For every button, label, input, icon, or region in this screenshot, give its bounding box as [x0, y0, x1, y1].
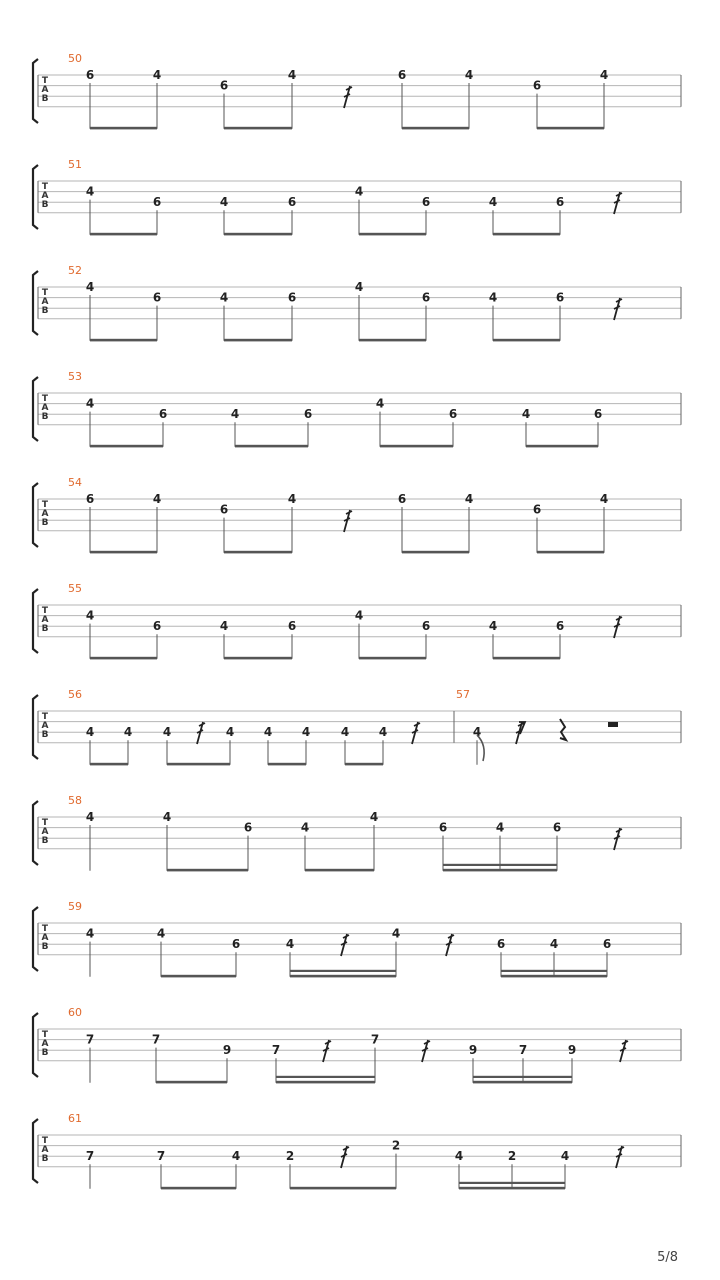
fret-number: 6 — [152, 195, 162, 210]
quarter-rest — [560, 719, 566, 740]
fret-number: 6 — [555, 619, 565, 634]
beam — [290, 975, 396, 978]
sixteenth-rest — [446, 934, 454, 956]
tab-clef-letter: T — [41, 76, 49, 86]
fret-number: 6 — [397, 492, 407, 506]
fret-number: 4 — [230, 407, 240, 422]
fret-number: 6 — [421, 290, 431, 305]
beam-secondary — [501, 970, 607, 972]
tab-clef-letter: B — [41, 624, 49, 634]
fret-number: 6 — [602, 937, 612, 952]
measure-number: 61 — [68, 1112, 82, 1125]
fret-number: 4 — [454, 1149, 464, 1164]
sixteenth-rest — [341, 934, 349, 956]
fret-number: 4 — [162, 810, 172, 824]
sixteenth-rest — [323, 1040, 331, 1062]
tab-clef-letter: T — [41, 606, 49, 616]
sixteenth-rest — [614, 616, 622, 638]
sixteenth-rest — [616, 1146, 624, 1168]
fret-number: 4 — [549, 937, 559, 952]
fret-number: 4 — [85, 396, 95, 411]
measure-number: 51 — [68, 158, 82, 171]
tab-clef-letter: B — [41, 94, 49, 104]
sixteenth-rest — [620, 1040, 628, 1062]
fret-number: 4 — [495, 820, 505, 835]
fret-number: 4 — [263, 725, 273, 740]
sixteenth-rest — [197, 722, 205, 744]
fret-number: 4 — [464, 492, 474, 506]
fret-number: 9 — [567, 1043, 577, 1058]
beam — [290, 1187, 396, 1190]
fret-number: 4 — [354, 608, 364, 623]
tab-clef-letter: B — [41, 200, 49, 210]
fret-number: 7 — [85, 1149, 95, 1164]
sixteenth-rest — [614, 298, 622, 320]
fret-number: 6 — [287, 619, 297, 634]
half-rest — [608, 722, 618, 727]
system-bracket — [33, 271, 38, 335]
system-bracket — [33, 1119, 38, 1183]
tab-clef-letter: T — [41, 924, 49, 934]
fret-number: 4 — [285, 937, 295, 952]
fret-number: 6 — [219, 78, 229, 93]
fret-number: 6 — [287, 290, 297, 305]
fret-number: 6 — [231, 937, 241, 952]
beam — [501, 975, 607, 978]
tab-clef-letter: T — [41, 182, 49, 192]
tab-clef-letter: T — [41, 1030, 49, 1040]
beam-secondary — [276, 1076, 375, 1078]
beam — [268, 763, 306, 766]
beam — [345, 763, 383, 766]
tab-clef-letter: A — [41, 615, 49, 625]
beam — [276, 1081, 375, 1084]
fret-number: 4 — [375, 396, 385, 411]
sixteenth-rest — [344, 86, 352, 108]
beam — [167, 869, 248, 872]
fret-number: 6 — [532, 502, 542, 517]
fret-number: 4 — [85, 184, 95, 199]
fret-number: 4 — [599, 68, 609, 82]
fret-number: 4 — [391, 926, 401, 941]
fret-number: 6 — [287, 195, 297, 210]
tab-clef-letter: A — [41, 297, 49, 307]
tab-clef-letter: T — [41, 288, 49, 298]
beam — [493, 233, 560, 236]
fret-number: 7 — [370, 1032, 380, 1047]
fret-number: 4 — [472, 725, 482, 740]
fret-number: 4 — [378, 725, 388, 740]
beam — [235, 445, 308, 448]
fret-number: 4 — [231, 1149, 241, 1164]
fret-number: 4 — [219, 619, 229, 634]
fret-number: 4 — [340, 725, 350, 740]
tab-clef-letter: A — [41, 509, 49, 519]
beam — [224, 657, 292, 660]
beam-secondary — [459, 1182, 565, 1184]
fret-number: 2 — [285, 1149, 295, 1164]
system-bracket — [33, 589, 38, 653]
tab-clef-letter: B — [41, 518, 49, 528]
tab-clef-letter: B — [41, 1154, 49, 1164]
fret-number: 9 — [222, 1043, 232, 1058]
sixteenth-rest — [614, 192, 622, 214]
fret-number: 6 — [421, 195, 431, 210]
beam — [90, 763, 128, 766]
measure-number: 57 — [456, 688, 470, 701]
beam — [537, 551, 604, 554]
fret-number: 4 — [152, 68, 162, 82]
fret-number: 6 — [555, 195, 565, 210]
tab-clef-letter: B — [41, 412, 49, 422]
fret-number: 4 — [488, 195, 498, 210]
beam-secondary — [473, 1076, 572, 1078]
measure-number: 50 — [68, 52, 82, 65]
tab-clef-letter: B — [41, 1048, 49, 1058]
tab-clef-letter: A — [41, 1145, 49, 1155]
fret-number: 4 — [300, 820, 310, 835]
fret-number: 4 — [85, 810, 95, 824]
system-bracket — [33, 801, 38, 865]
fret-number: 6 — [152, 619, 162, 634]
system-bracket — [33, 1013, 38, 1077]
measure-number: 58 — [68, 794, 82, 807]
sixteenth-rest — [614, 828, 622, 850]
fret-number: 2 — [507, 1149, 517, 1164]
fret-number: 4 — [521, 407, 531, 422]
fret-number: 4 — [287, 68, 297, 82]
system-bracket — [33, 59, 38, 123]
fret-number: 4 — [287, 492, 297, 506]
tab-clef-letter: B — [41, 836, 49, 846]
fret-number: 7 — [271, 1043, 281, 1058]
fret-number: 6 — [85, 492, 95, 506]
beam — [526, 445, 598, 448]
measure-number: 56 — [68, 688, 82, 701]
beam — [156, 1081, 227, 1084]
fret-number: 6 — [438, 820, 448, 835]
system-bracket — [33, 907, 38, 971]
fret-number: 4 — [85, 280, 95, 294]
beam — [224, 551, 292, 554]
beam — [224, 233, 292, 236]
fret-number: 4 — [156, 926, 166, 941]
fret-number: 6 — [532, 78, 542, 93]
beam — [90, 445, 163, 448]
beam — [90, 233, 157, 236]
fret-number: 4 — [464, 68, 474, 82]
beam — [380, 445, 453, 448]
fret-number: 7 — [151, 1032, 161, 1047]
system-bracket — [33, 165, 38, 229]
system-bracket — [33, 483, 38, 547]
fret-number: 6 — [555, 290, 565, 305]
beam — [90, 657, 157, 660]
fret-number: 6 — [152, 290, 162, 305]
measure-number: 60 — [68, 1006, 82, 1019]
beam — [443, 869, 557, 872]
beam — [402, 551, 469, 554]
tab-clef-letter: T — [41, 818, 49, 828]
measure-number: 53 — [68, 370, 82, 383]
beam — [161, 975, 236, 978]
beam — [493, 657, 560, 660]
fret-number: 6 — [552, 820, 562, 835]
tab-clef-letter: T — [41, 394, 49, 404]
fret-number: 4 — [85, 926, 95, 941]
beam — [359, 339, 426, 342]
fret-number: 9 — [468, 1043, 478, 1058]
fret-number: 7 — [85, 1032, 95, 1047]
fret-number: 6 — [496, 937, 506, 952]
fret-number: 4 — [301, 725, 311, 740]
beam — [224, 339, 292, 342]
beam — [90, 339, 157, 342]
tab-clef-letter: A — [41, 827, 49, 837]
fret-number: 4 — [354, 184, 364, 199]
measure-number: 55 — [68, 582, 82, 595]
beam — [402, 127, 469, 130]
tab-clef-letter: A — [41, 85, 49, 95]
fret-number: 7 — [156, 1149, 166, 1164]
tab-clef-letter: T — [41, 500, 49, 510]
beam-secondary — [290, 970, 396, 972]
fret-number: 4 — [369, 810, 379, 824]
fret-number: 2 — [391, 1138, 401, 1153]
fret-number: 6 — [303, 407, 313, 422]
fret-number: 6 — [158, 407, 168, 422]
fret-number: 4 — [599, 492, 609, 506]
tab-clef-letter: B — [41, 730, 49, 740]
beam — [493, 339, 560, 342]
tab-clef-letter: T — [41, 712, 49, 722]
fret-number: 4 — [152, 492, 162, 506]
fret-number: 4 — [123, 725, 133, 740]
fret-number: 4 — [85, 725, 95, 740]
beam — [359, 657, 426, 660]
measure-number: 59 — [68, 900, 82, 913]
tab-clef-letter: A — [41, 721, 49, 731]
beam — [473, 1081, 572, 1084]
tab-clef-letter: A — [41, 403, 49, 413]
tab-clef-letter: A — [41, 191, 49, 201]
fret-number: 4 — [225, 725, 235, 740]
tab-clef-letter: B — [41, 306, 49, 316]
fret-number: 4 — [354, 280, 364, 294]
fret-number: 6 — [593, 407, 603, 422]
system-bracket — [33, 377, 38, 441]
beam — [161, 1187, 236, 1190]
beam — [459, 1187, 565, 1190]
fret-number: 6 — [85, 68, 95, 82]
beam — [537, 127, 604, 130]
beam — [359, 233, 426, 236]
fret-number: 6 — [219, 502, 229, 517]
sixteenth-rest — [344, 510, 352, 532]
fret-number: 6 — [448, 407, 458, 422]
tab-clef-letter: A — [41, 1039, 49, 1049]
fret-number: 4 — [85, 608, 95, 623]
tab-clef-letter: B — [41, 942, 49, 952]
beam — [167, 763, 230, 766]
fret-number: 6 — [243, 820, 253, 835]
beam — [224, 127, 292, 130]
beam — [90, 127, 157, 130]
fret-number: 4 — [219, 290, 229, 305]
sixteenth-rest — [412, 722, 420, 744]
sixteenth-rest — [422, 1040, 430, 1062]
tab-clef-letter: T — [41, 1136, 49, 1146]
fret-number: 4 — [162, 725, 172, 740]
beam — [305, 869, 374, 872]
fret-number: 4 — [488, 619, 498, 634]
fret-number: 7 — [518, 1043, 528, 1058]
fret-number: 4 — [560, 1149, 570, 1164]
beam — [90, 551, 157, 554]
system-bracket — [33, 695, 38, 759]
fret-number: 4 — [219, 195, 229, 210]
fret-number: 4 — [488, 290, 498, 305]
fret-number: 6 — [421, 619, 431, 634]
measure-number: 52 — [68, 264, 82, 277]
tab-clef-letter: A — [41, 933, 49, 943]
beam-secondary — [443, 864, 557, 866]
page-number: 5/8 — [657, 1250, 678, 1265]
measure-number: 54 — [68, 476, 82, 489]
sixteenth-rest — [341, 1146, 349, 1168]
fret-number: 6 — [397, 68, 407, 82]
